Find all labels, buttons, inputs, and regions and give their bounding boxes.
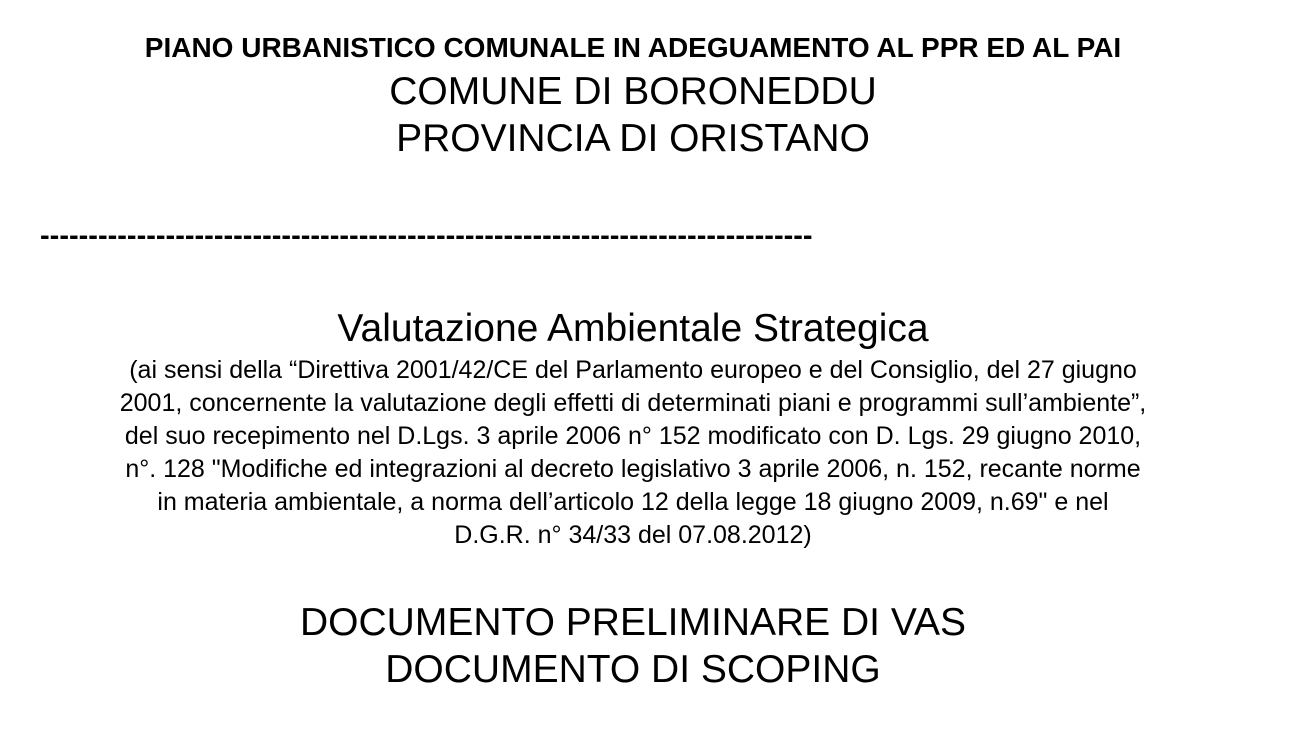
document-type-title: DOCUMENTO PRELIMINARE DI VAS <box>300 601 966 644</box>
legal-line-5: in materia ambientale, a norma dell’articolo 12 della legge 18 giugno 2009, n.69" e nel <box>157 488 1109 516</box>
legal-line-2: 2001, concernente la valutazione degli effetti di determinati piani e programmi sull’ambiente”, <box>119 389 1147 417</box>
comune-name: COMUNE DI BORONEDDU <box>389 70 877 113</box>
legal-reference-paragraph <box>0 354 1266 552</box>
dashed-separator: -------------------------------------------------------------------------------- <box>40 220 813 252</box>
legal-line-3: del suo recepimento nel D.Lgs. 3 aprile 2006 n° 152 modificato con D. Lgs. 29 giugno 2010, <box>124 422 1142 450</box>
legal-line-6: D.G.R. n° 34/33 del 07.08.2012) <box>454 521 812 549</box>
legal-line-4: n°. 128 "Modifiche ed integrazioni al decreto legislativo 3 aprile 2006, n. 152, recante norme <box>125 455 1141 483</box>
legal-line-1: (ai sensi della “Direttiva 2001/42/CE del Parlamento europeo e del Consiglio, del 27 giugno <box>129 356 1137 384</box>
plan-title: PIANO URBANISTICO COMUNALE IN ADEGUAMENTO AL PPR ED AL PAI <box>144 32 1122 63</box>
vas-title: Valutazione Ambientale Strategica <box>337 307 929 350</box>
document-subtitle: DOCUMENTO DI SCOPING <box>385 648 881 691</box>
provincia-name: PROVINCIA DI ORISTANO <box>396 117 870 160</box>
